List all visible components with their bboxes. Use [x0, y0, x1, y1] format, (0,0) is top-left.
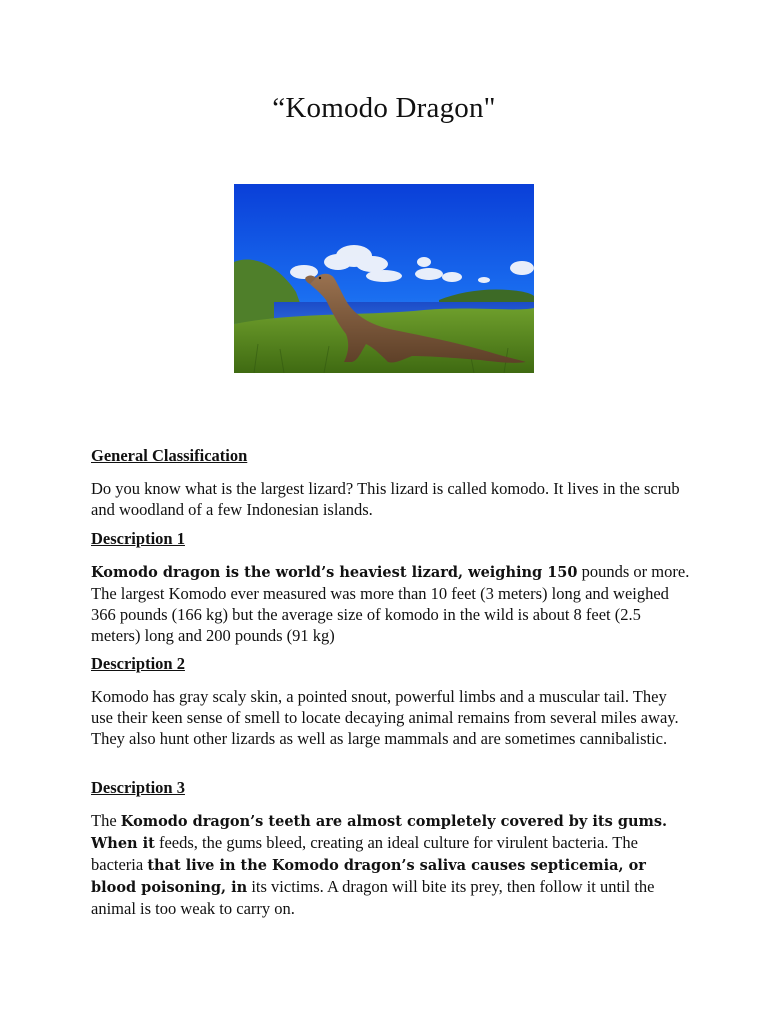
section-heading-description-1: Description 1 — [91, 529, 185, 548]
section-text-description-3 — [91, 810, 691, 919]
text-run: feeds, the gums bleed, creating an ideal culture for virulent bacteria. The bacteria — [91, 833, 638, 874]
section-heading-general-classification: General Classification — [91, 446, 248, 465]
text-run: pounds or more. The largest Komodo ever measured was more than 10 feet (3 meters) long and weighed 366 pounds (166 kg) but the average size of komodo in the wild is about 8 feet (2.5 meters) long and 200 pounds (91 kg) — [91, 562, 690, 645]
text-run: its victims. A dragon will bite its prey, then follow it until the animal is too weak to carry on. — [91, 877, 655, 918]
bold-text-run: Komodo dragon is the world’s heaviest lizard, weighing 150 — [91, 564, 578, 581]
bold-text-run: Komodo dragon’s teeth are almost completely covered by its gums. When it — [91, 813, 668, 852]
section-text-description-1 — [91, 561, 691, 646]
bold-text-run: that live in the Komodo dragon’s saliva causes septicemia, or blood poisoning, in — [91, 857, 646, 896]
page-title: “Komodo Dragon" — [272, 92, 496, 124]
komodo-dragon-photo — [234, 184, 534, 373]
section-text-general-classification: Do you know what is the largest lizard? This lizard is called komodo. It lives in the scrub and woodland of a few Indonesian islands. — [91, 479, 680, 519]
section-heading-description-3: Description 3 — [91, 778, 185, 797]
section-heading-description-2: Description 2 — [91, 654, 185, 673]
text-run: The — [91, 811, 121, 830]
section-text-description-2: Komodo has gray scaly skin, a pointed snout, powerful limbs and a muscular tail. They use their keen sense of smell to locate decaying animal remains from several miles away. They also hunt other lizards as well as large mammals and are sometimes cannibalistic. — [91, 687, 679, 748]
